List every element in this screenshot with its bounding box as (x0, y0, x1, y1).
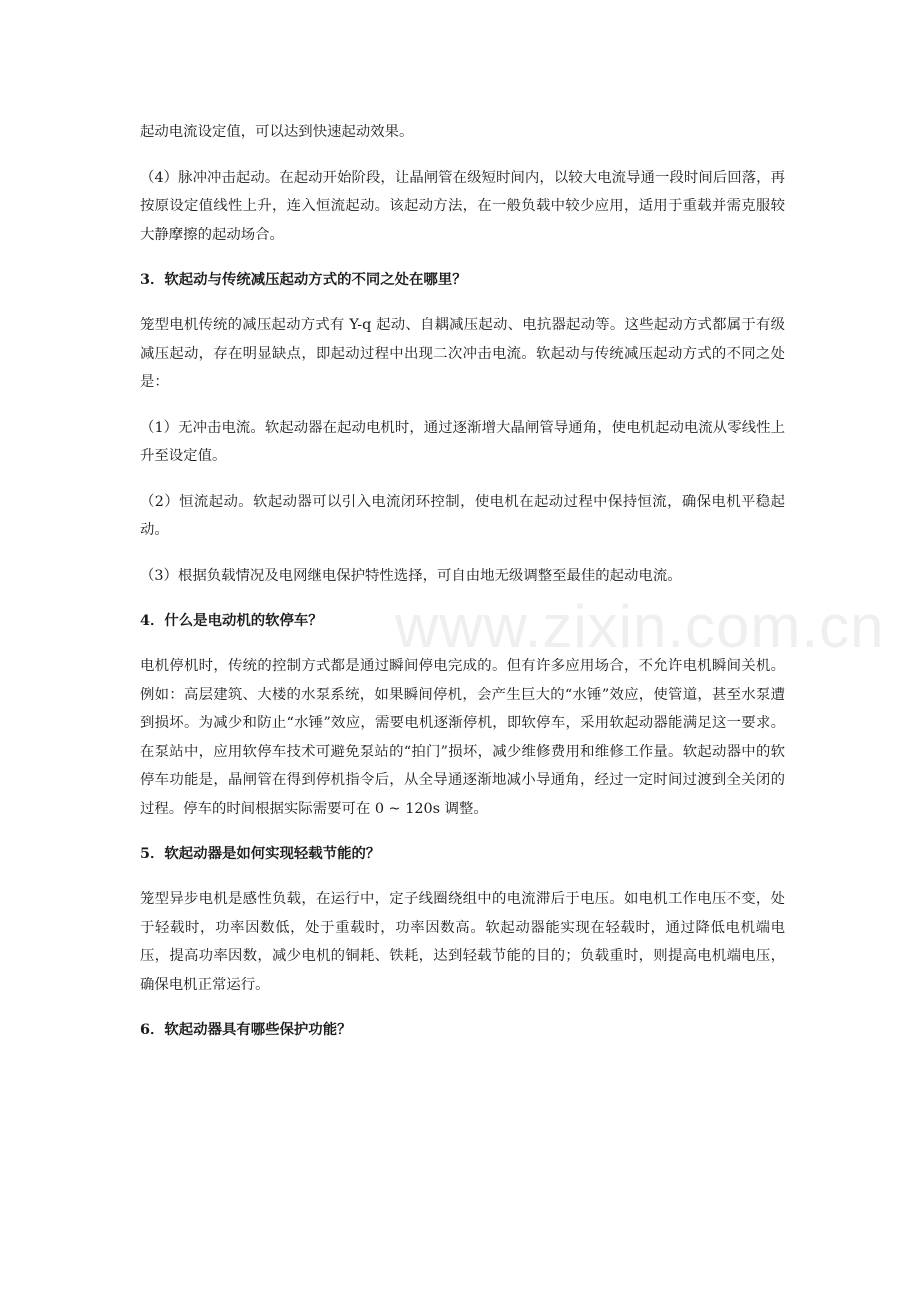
paragraph-q3-body: 笼型电机传统的减压起动方式有 Y-q 起动、自耦减压起动、电抗器起动等。这些起动方式都属于有级减压起动，存在明显缺点，即起动过程中出现二次冲击电流。软起动与传统减压起动方式的不同之处是： (140, 317, 785, 390)
paragraph-q3-item-2: （2）恒流起动。软起动器可以引入电流闭环控制，使电机在起动过程中保持恒流，确保电机平稳起动。 (140, 493, 785, 538)
paragraph-q3-item-1: （1）无冲击电流。软起动器在起动电机时，通过逐渐增大晶闸管导通角，使电机起动电流从零线性上升至设定值。 (140, 419, 785, 464)
heading-q4: 4．什么是电动机的软停车？ (140, 612, 323, 629)
paragraph-pulse-start: （4）脉冲冲击起动。在起动开始阶段，让晶闸管在级短时间内，以较大电流导通一段时间后回落，再按原设定值线性上升，连入恒流起动。该起动方法，在一般负载中较少应用，适用于重载并需克服较大静摩擦的起动场合。 (140, 169, 785, 243)
paragraph-intro-continuation: 起动电流设定值，可以达到快速起动效果。 (140, 124, 414, 140)
watermark: www.zixin.com.cn (395, 593, 885, 660)
heading-q5: 5．软起动器是如何实现轻载节能的？ (140, 845, 381, 862)
paragraph-q4-body: 电机停机时，传统的控制方式都是通过瞬间停电完成的。但有许多应用场合，不允许电机瞬间关机。例如：高层建筑、大楼的水泵系统，如果瞬间停机，会产生巨大的“水锤”效应，使管道，甚至水泵遭到损坏。为减少和防止“水锤”效应，需要电机逐渐停机，即软停车，采用软起动器能满足这一要求。在泵站中，应用软停车技术可避免泵站的“拍门”损坏，减少维修费用和维修工作量。软起动器中的软停车功能是，晶闸管在得到停机指令后，从全导通逐渐地减小导通角，经过一定时间过渡到全关闭的过程。停车的时间根据实际需要可在 0 ~ 120s 调整。 (140, 658, 785, 817)
heading-q3: 3．软起动与传统减压起动方式的不同之处在哪里？ (140, 271, 467, 288)
document-body (140, 118, 785, 1061)
paragraph-q3-item-3: （3）根据负载情况及电网继电保护特性选择，可自由地无级调整至最佳的起动电流。 (140, 567, 682, 584)
heading-q6: 6．软起动器具有哪些保护功能？ (140, 1021, 352, 1038)
paragraph-q5-body: 笼型异步电机是感性负载，在运行中，定子线圈绕组中的电流滞后于电压。如电机工作电压不变，处于轻载时，功率因数低，处于重载时，功率因数高。软起动器能实现在轻载时，通过降低电机端电压，提高功率因数，减少电机的铜耗、铁耗，达到轻载节能的目的；负载重时，则提高电机端电压，确保电机正常运行。 (140, 891, 785, 993)
